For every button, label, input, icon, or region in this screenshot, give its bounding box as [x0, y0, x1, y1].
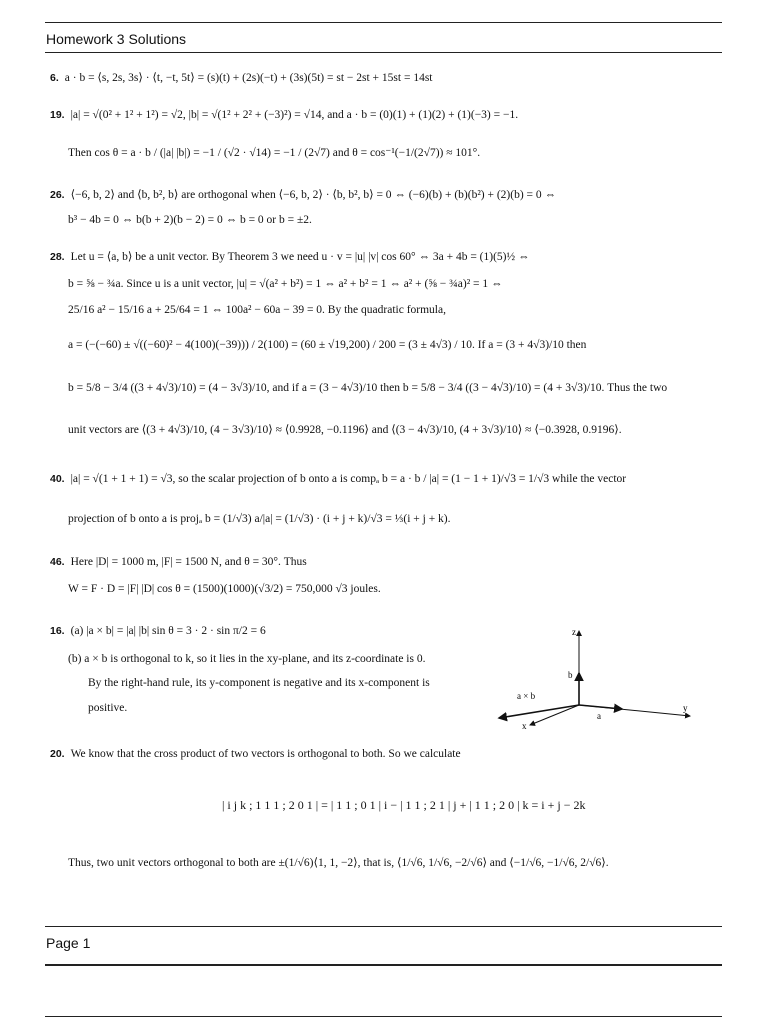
footer-rule-top — [45, 926, 722, 927]
problem-28-line-6: unit vectors are ⟨(3 + 4√3)/10, (4 − 3√3)/10⟩ ≈ ⟨0.9928, −0.1196⟩ and ⟨(3 − 4√3)/10, (4 + 3√3)/10⟩ ≈ ⟨−0.3928, 0.9196⟩. — [68, 424, 622, 436]
header-rule-bottom — [45, 52, 722, 53]
page-header-title: Homework 3 Solutions — [46, 31, 187, 47]
page-number: Page 1 — [46, 935, 91, 951]
determinant-expansion: | i j k ; 1 1 1 ; 2 0 1 | = | 1 1 ; 0 1 | i − | 1 1 ; 2 1 | j + | 1 1 ; 2 0 | k = i + j − 2k — [222, 798, 586, 812]
problem-28-line-1: 28. Let u = ⟨a, b⟩ be a unit vector. By Theorem 3 we need u · v = |u| |v| cos 60° ⇔ 3a + 4b = (1)(5)½ ⇔ — [50, 251, 530, 263]
problem-40-line-2: projection of b onto a is projₐ b = (1/√3) a/|a| = (1/√3) · (i + j + k)/√3 = ⅓(i + j + k). — [68, 513, 451, 525]
problem-19-line-1: 19. |a| = √(0² + 1² + 1²) = √2, |b| = √(1² + 2² + (−3)²) = √14, and a · b = (0)(1) + (1)(2) + (1)(−3) = −1. — [50, 109, 519, 121]
problem-28-line-2: b = ⅝ − ¾a. Since u is a unit vector, |u| = √(a² + b²) = 1 ⇔ a² + b² = 1 ⇔ a² + (⅝ − ¾a)² = 1 ⇔ — [68, 278, 503, 290]
problem-26-line-2: b³ − 4b = 0 ⇔ b(b + 2)(b − 2) = 0 ⇔ b = 0 or b = ±2. — [68, 214, 312, 226]
x-axis — [530, 705, 579, 725]
problem-19-line-2: Then cos θ = a · b / (|a| |b|) = −1 / (√2 · √14) = −1 / (2√7) and θ = cos⁻¹(−1/(2√7)) ≈ 101°. — [68, 147, 481, 159]
y-axis-label: y — [683, 703, 688, 713]
vector-a-cross-b — [499, 705, 579, 718]
next-page-rule — [45, 1016, 722, 1017]
problem-46-line-2: W = F · D = |F| |D| cos θ = (1500)(1000)(√3/2) = 750,000 √3 joules. — [68, 583, 381, 595]
problem-16-line-1: 16. (a) |a × b| = |a| |b| sin θ = 3 · 2 · sin π/2 = 6 — [50, 625, 266, 637]
cross-product-diagram — [495, 625, 695, 735]
problem-20-line-2: Thus, two unit vectors orthogonal to both are ±(1/√6)⟨1, 1, −2⟩, that is, ⟨1/√6, 1/√6, −2/√6⟩ and ⟨−1/√6, −1/√6, 2/√6⟩. — [68, 857, 609, 869]
problem-28-line-4: a = (−(−60) ± √((−60)² − 4(100)(−39))) / 2(100) = (60 ± √19,200) / 200 = (3 ± 4√3) / 10. If a = (3 + 4√3)/10 then — [68, 339, 587, 351]
vector-a-label: a — [597, 711, 601, 721]
x-axis-label: x — [522, 721, 527, 731]
problem-28-line-3: 25/16 a² − 15/16 a + 25/64 = 1 ⇔ 100a² − 60a − 39 = 0. By the quadratic formula, — [68, 304, 446, 316]
problem-6-line-1: 6. a · b = ⟨s, 2s, 3s⟩ · ⟨t, −t, 5t⟩ = (s)(t) + (2s)(−t) + (3s)(5t) = st − 2st + 15st = 14st — [50, 72, 433, 84]
header-rule-top — [45, 22, 722, 23]
problem-20-line-1: 20. We know that the cross product of two vectors is orthogonal to both. So we calculate — [50, 748, 461, 760]
problem-46-line-1: 46. Here |D| = 1000 m, |F| = 1500 N, and θ = 30°. Thus — [50, 556, 307, 568]
problem-26-line-1: 26. ⟨−6, b, 2⟩ and ⟨b, b², b⟩ are orthogonal when ⟨−6, b, 2⟩ · ⟨b, b², b⟩ = 0 ⇔ (−6)(b) + (b)(b²) + (2)(b) = 0 ⇔ — [50, 189, 557, 201]
problem-40-line-1: 40. |a| = √(1 + 1 + 1) = √3, so the scalar projection of b onto a is compₐ b = a · b / |a| = (1 − 1 + 1)/√3 = 1/√3 while the vector — [50, 473, 627, 485]
footer-rule-bottom — [45, 964, 722, 966]
problem-16-line-2: (b) a × b is orthogonal to k, so it lies in the xy-plane, and its z-coordinate is 0. — [68, 653, 426, 665]
problem-16-line-3: By the right-hand rule, its y-component is negative and its x-component is — [88, 677, 430, 689]
problem-28-line-5: b = 5/8 − 3/4 ((3 + 4√3)/10) = (4 − 3√3)/10, and if a = (3 − 4√3)/10 then b = 5/8 − 3/4 ((3 − 4√3)/10) = (4 + 3√3)/10. Thus the two — [68, 382, 668, 394]
z-axis-label: z — [572, 627, 576, 637]
vector-a — [579, 705, 622, 709]
vector-axb-label: a × b — [517, 691, 536, 701]
vector-b-label: b — [568, 670, 573, 680]
problem-16-line-4: positive. — [88, 702, 128, 714]
